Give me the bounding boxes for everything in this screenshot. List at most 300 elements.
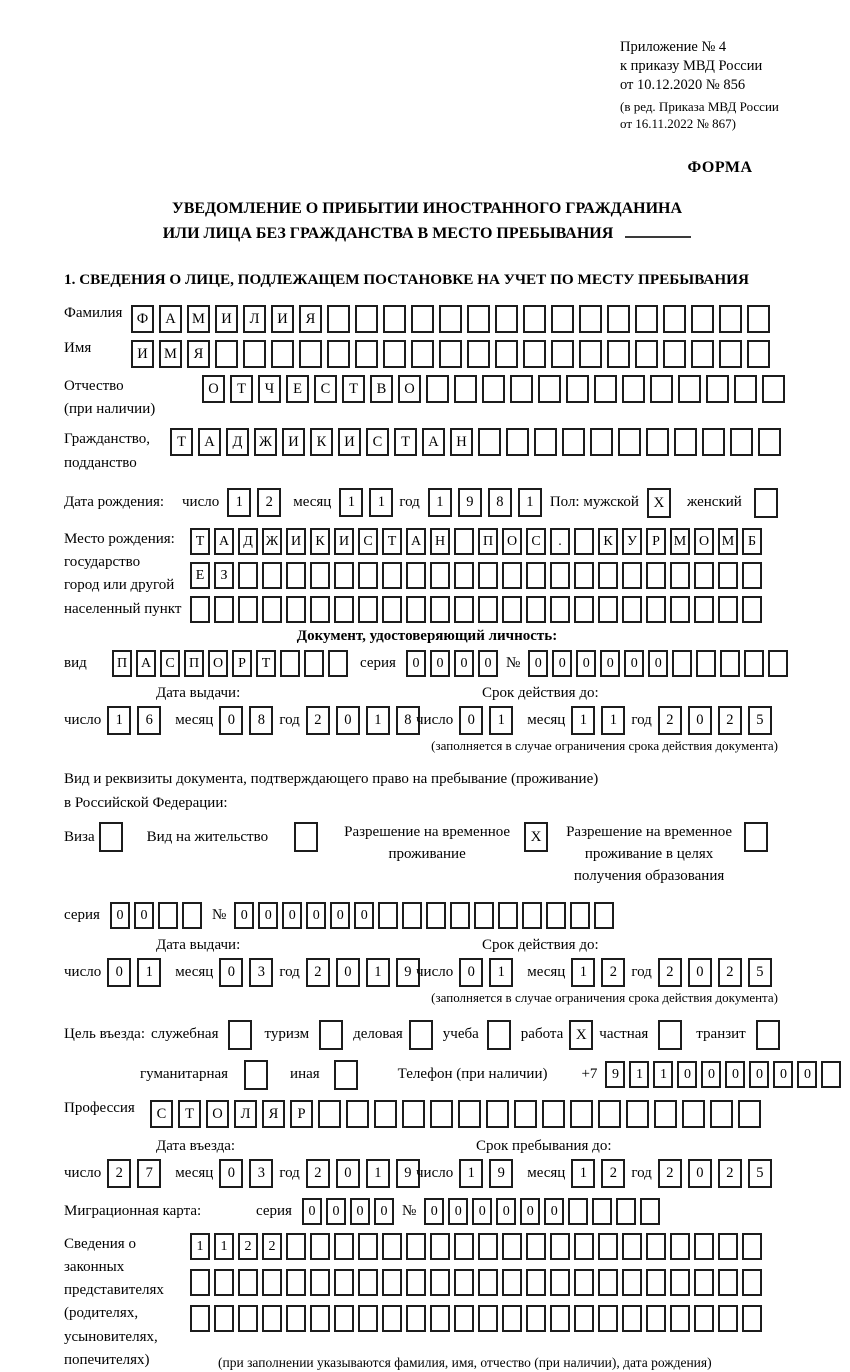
form-cell[interactable]: [358, 1233, 378, 1260]
form-cell[interactable]: 0: [424, 1198, 444, 1225]
form-cell[interactable]: [262, 562, 282, 589]
form-cell[interactable]: [719, 305, 742, 333]
form-cell[interactable]: [358, 1305, 378, 1332]
form-cell[interactable]: [672, 650, 692, 677]
form-cell[interactable]: [214, 1305, 234, 1332]
form-cell[interactable]: [280, 650, 300, 677]
form-cell[interactable]: [478, 1233, 498, 1260]
form-cell[interactable]: 1: [227, 488, 251, 517]
form-cell[interactable]: [550, 1233, 570, 1260]
form-cell[interactable]: [691, 340, 714, 368]
form-cell[interactable]: [318, 1100, 341, 1128]
form-cell[interactable]: 1: [190, 1233, 210, 1260]
purpose-private-checkbox[interactable]: [658, 1020, 682, 1050]
form-cell[interactable]: [718, 1269, 738, 1296]
form-cell[interactable]: Е: [286, 375, 309, 403]
form-cell[interactable]: [334, 1269, 354, 1296]
form-cell[interactable]: [238, 596, 258, 623]
form-cell[interactable]: Т: [394, 428, 417, 456]
form-cell[interactable]: [327, 305, 350, 333]
purpose-tourism-checkbox[interactable]: [319, 1020, 343, 1050]
form-cell[interactable]: [406, 1233, 426, 1260]
form-cell[interactable]: [747, 340, 770, 368]
form-cell[interactable]: [646, 596, 666, 623]
form-cell[interactable]: [310, 1305, 330, 1332]
form-cell[interactable]: [526, 596, 546, 623]
form-cell[interactable]: 2: [601, 1159, 625, 1188]
form-cell[interactable]: [570, 1100, 593, 1128]
form-cell[interactable]: [674, 428, 697, 456]
form-cell[interactable]: 2: [718, 1159, 742, 1188]
form-cell[interactable]: [618, 428, 641, 456]
form-cell[interactable]: 0: [478, 650, 498, 677]
form-cell[interactable]: [190, 1305, 210, 1332]
form-cell[interactable]: [382, 1233, 402, 1260]
form-cell[interactable]: [718, 596, 738, 623]
form-cell[interactable]: 0: [624, 650, 644, 677]
form-cell[interactable]: 7: [137, 1159, 161, 1188]
form-cell[interactable]: И: [131, 340, 154, 368]
form-cell[interactable]: [402, 1100, 425, 1128]
form-cell[interactable]: [334, 562, 354, 589]
form-cell[interactable]: Л: [234, 1100, 257, 1128]
form-cell[interactable]: [546, 902, 566, 929]
form-cell[interactable]: [694, 562, 714, 589]
form-cell[interactable]: [454, 562, 474, 589]
form-cell[interactable]: Б: [742, 528, 762, 555]
form-cell[interactable]: [646, 562, 666, 589]
form-cell[interactable]: 9: [458, 488, 482, 517]
form-cell[interactable]: У: [622, 528, 642, 555]
form-cell[interactable]: [406, 596, 426, 623]
form-cell[interactable]: [430, 1305, 450, 1332]
form-cell[interactable]: А: [159, 305, 182, 333]
purpose-work-checkbox[interactable]: X: [569, 1020, 593, 1050]
form-cell[interactable]: [626, 1100, 649, 1128]
form-cell[interactable]: 9: [605, 1061, 625, 1088]
form-cell[interactable]: 2: [718, 958, 742, 987]
temp-residence-edu-checkbox[interactable]: [744, 822, 768, 852]
form-cell[interactable]: О: [694, 528, 714, 555]
form-cell[interactable]: [762, 375, 785, 403]
form-cell[interactable]: 1: [601, 706, 625, 735]
form-cell[interactable]: 0: [282, 902, 302, 929]
purpose-other-checkbox[interactable]: [334, 1060, 358, 1090]
form-cell[interactable]: [355, 340, 378, 368]
form-cell[interactable]: Ч: [258, 375, 281, 403]
form-cell[interactable]: [734, 375, 757, 403]
form-cell[interactable]: [439, 340, 462, 368]
form-cell[interactable]: [262, 1305, 282, 1332]
form-cell[interactable]: [594, 375, 617, 403]
form-cell[interactable]: 2: [262, 1233, 282, 1260]
form-cell[interactable]: С: [160, 650, 180, 677]
form-cell[interactable]: 0: [496, 1198, 516, 1225]
form-cell[interactable]: [590, 428, 613, 456]
form-cell[interactable]: [551, 340, 574, 368]
form-cell[interactable]: 0: [406, 650, 426, 677]
form-cell[interactable]: И: [334, 528, 354, 555]
form-cell[interactable]: [382, 562, 402, 589]
form-cell[interactable]: [486, 1100, 509, 1128]
form-cell[interactable]: [710, 1100, 733, 1128]
form-cell[interactable]: Т: [170, 428, 193, 456]
form-cell[interactable]: [406, 1305, 426, 1332]
form-cell[interactable]: 1: [571, 706, 595, 735]
form-cell[interactable]: [286, 1305, 306, 1332]
form-cell[interactable]: [158, 902, 178, 929]
form-cell[interactable]: [286, 562, 306, 589]
form-cell[interactable]: [635, 340, 658, 368]
form-cell[interactable]: [622, 1269, 642, 1296]
form-cell[interactable]: [682, 1100, 705, 1128]
form-cell[interactable]: [640, 1198, 660, 1225]
form-cell[interactable]: [286, 1233, 306, 1260]
form-cell[interactable]: И: [338, 428, 361, 456]
form-cell[interactable]: [706, 375, 729, 403]
form-cell[interactable]: [758, 428, 781, 456]
form-cell[interactable]: [467, 340, 490, 368]
form-cell[interactable]: [607, 340, 630, 368]
form-cell[interactable]: [562, 428, 585, 456]
form-cell[interactable]: [670, 562, 690, 589]
purpose-business-checkbox[interactable]: [409, 1020, 433, 1050]
sex-female-checkbox[interactable]: [754, 488, 778, 518]
form-cell[interactable]: [694, 1233, 714, 1260]
form-cell[interactable]: [730, 428, 753, 456]
form-cell[interactable]: 3: [249, 958, 273, 987]
form-cell[interactable]: 1: [107, 706, 131, 735]
form-cell[interactable]: 0: [454, 650, 474, 677]
form-cell[interactable]: [670, 596, 690, 623]
form-cell[interactable]: О: [202, 375, 225, 403]
form-cell[interactable]: [718, 1305, 738, 1332]
form-cell[interactable]: [498, 902, 518, 929]
form-cell[interactable]: [568, 1198, 588, 1225]
form-cell[interactable]: 9: [489, 1159, 513, 1188]
form-cell[interactable]: [411, 340, 434, 368]
form-cell[interactable]: [696, 650, 716, 677]
form-cell[interactable]: [646, 1233, 666, 1260]
form-cell[interactable]: [646, 428, 669, 456]
form-cell[interactable]: С: [358, 528, 378, 555]
form-cell[interactable]: С: [526, 528, 546, 555]
form-cell[interactable]: [510, 375, 533, 403]
form-cell[interactable]: [215, 340, 238, 368]
form-cell[interactable]: Е: [190, 562, 210, 589]
form-cell[interactable]: [214, 1269, 234, 1296]
form-cell[interactable]: [523, 305, 546, 333]
form-cell[interactable]: [310, 596, 330, 623]
form-cell[interactable]: Я: [299, 305, 322, 333]
form-cell[interactable]: [550, 1305, 570, 1332]
form-cell[interactable]: [720, 650, 740, 677]
form-cell[interactable]: [482, 375, 505, 403]
form-cell[interactable]: 8: [249, 706, 273, 735]
form-cell[interactable]: 0: [677, 1061, 697, 1088]
form-cell[interactable]: 0: [528, 650, 548, 677]
form-cell[interactable]: [262, 596, 282, 623]
form-cell[interactable]: [286, 596, 306, 623]
form-cell[interactable]: [694, 1269, 714, 1296]
form-cell[interactable]: А: [198, 428, 221, 456]
form-cell[interactable]: И: [286, 528, 306, 555]
form-cell[interactable]: С: [366, 428, 389, 456]
form-cell[interactable]: [478, 1269, 498, 1296]
form-cell[interactable]: 0: [374, 1198, 394, 1225]
form-cell[interactable]: [238, 562, 258, 589]
form-cell[interactable]: 0: [459, 706, 483, 735]
form-cell[interactable]: А: [422, 428, 445, 456]
form-cell[interactable]: [355, 305, 378, 333]
form-cell[interactable]: П: [112, 650, 132, 677]
form-cell[interactable]: Р: [232, 650, 252, 677]
form-cell[interactable]: [502, 1305, 522, 1332]
form-cell[interactable]: [678, 375, 701, 403]
form-cell[interactable]: 0: [688, 958, 712, 987]
form-cell[interactable]: П: [478, 528, 498, 555]
form-cell[interactable]: 0: [749, 1061, 769, 1088]
form-cell[interactable]: 0: [472, 1198, 492, 1225]
form-cell[interactable]: [542, 1100, 565, 1128]
form-cell[interactable]: [526, 1305, 546, 1332]
form-cell[interactable]: .: [550, 528, 570, 555]
purpose-humanitarian-checkbox[interactable]: [244, 1060, 268, 1090]
form-cell[interactable]: 5: [748, 958, 772, 987]
form-cell[interactable]: 0: [306, 902, 326, 929]
form-cell[interactable]: 0: [107, 958, 131, 987]
form-cell[interactable]: 2: [257, 488, 281, 517]
form-cell[interactable]: Т: [178, 1100, 201, 1128]
form-cell[interactable]: И: [282, 428, 305, 456]
form-cell[interactable]: Д: [226, 428, 249, 456]
residence-permit-checkbox[interactable]: [294, 822, 318, 852]
form-cell[interactable]: [702, 428, 725, 456]
form-cell[interactable]: О: [502, 528, 522, 555]
form-cell[interactable]: [598, 1305, 618, 1332]
form-cell[interactable]: О: [206, 1100, 229, 1128]
form-cell[interactable]: 0: [773, 1061, 793, 1088]
form-cell[interactable]: [430, 596, 450, 623]
form-cell[interactable]: И: [215, 305, 238, 333]
form-cell[interactable]: [346, 1100, 369, 1128]
form-cell[interactable]: 1: [489, 706, 513, 735]
form-cell[interactable]: 0: [544, 1198, 564, 1225]
form-cell[interactable]: [502, 562, 522, 589]
form-cell[interactable]: 0: [576, 650, 596, 677]
form-cell[interactable]: 0: [302, 1198, 322, 1225]
form-cell[interactable]: 1: [339, 488, 363, 517]
form-cell[interactable]: 0: [430, 650, 450, 677]
form-cell[interactable]: К: [310, 528, 330, 555]
form-cell[interactable]: 2: [306, 958, 330, 987]
form-cell[interactable]: [310, 1233, 330, 1260]
form-cell[interactable]: 0: [520, 1198, 540, 1225]
form-cell[interactable]: Т: [256, 650, 276, 677]
form-cell[interactable]: [579, 305, 602, 333]
form-cell[interactable]: [670, 1305, 690, 1332]
form-cell[interactable]: [526, 562, 546, 589]
form-cell[interactable]: [454, 1305, 474, 1332]
form-cell[interactable]: [694, 1305, 714, 1332]
form-cell[interactable]: З: [214, 562, 234, 589]
form-cell[interactable]: 2: [658, 706, 682, 735]
form-cell[interactable]: [182, 902, 202, 929]
form-cell[interactable]: [474, 902, 494, 929]
form-cell[interactable]: 2: [658, 958, 682, 987]
form-cell[interactable]: 5: [748, 1159, 772, 1188]
form-cell[interactable]: [616, 1198, 636, 1225]
form-cell[interactable]: [574, 1233, 594, 1260]
form-cell[interactable]: [747, 305, 770, 333]
form-cell[interactable]: Ж: [262, 528, 282, 555]
form-cell[interactable]: [570, 902, 590, 929]
form-cell[interactable]: [574, 528, 594, 555]
form-cell[interactable]: [299, 340, 322, 368]
form-cell[interactable]: 1: [653, 1061, 673, 1088]
form-cell[interactable]: [646, 1305, 666, 1332]
form-cell[interactable]: [458, 1100, 481, 1128]
form-cell[interactable]: [358, 596, 378, 623]
temp-residence-checkbox[interactable]: X: [524, 822, 548, 852]
form-cell[interactable]: [663, 305, 686, 333]
form-cell[interactable]: [190, 596, 210, 623]
form-cell[interactable]: 0: [258, 902, 278, 929]
form-cell[interactable]: [526, 1233, 546, 1260]
form-cell[interactable]: [550, 1269, 570, 1296]
form-cell[interactable]: [574, 1305, 594, 1332]
form-cell[interactable]: [454, 1233, 474, 1260]
form-cell[interactable]: 0: [110, 902, 130, 929]
form-cell[interactable]: [430, 1100, 453, 1128]
form-cell[interactable]: М: [718, 528, 738, 555]
form-cell[interactable]: [383, 340, 406, 368]
form-cell[interactable]: [495, 340, 518, 368]
form-cell[interactable]: [719, 340, 742, 368]
form-cell[interactable]: [478, 1305, 498, 1332]
form-cell[interactable]: 9: [396, 1159, 420, 1188]
purpose-transit-checkbox[interactable]: [756, 1020, 780, 1050]
form-cell[interactable]: [592, 1198, 612, 1225]
form-cell[interactable]: [214, 596, 234, 623]
form-cell[interactable]: 0: [600, 650, 620, 677]
form-cell[interactable]: [430, 1233, 450, 1260]
form-cell[interactable]: 0: [219, 958, 243, 987]
form-cell[interactable]: 1: [366, 1159, 390, 1188]
form-cell[interactable]: 0: [134, 902, 154, 929]
form-cell[interactable]: [622, 1233, 642, 1260]
form-cell[interactable]: 1: [629, 1061, 649, 1088]
form-cell[interactable]: [426, 375, 449, 403]
form-cell[interactable]: [406, 1269, 426, 1296]
form-cell[interactable]: [310, 562, 330, 589]
form-cell[interactable]: М: [187, 305, 210, 333]
form-cell[interactable]: Л: [243, 305, 266, 333]
form-cell[interactable]: [454, 528, 474, 555]
form-cell[interactable]: 9: [396, 958, 420, 987]
form-cell[interactable]: М: [670, 528, 690, 555]
form-cell[interactable]: [523, 340, 546, 368]
form-cell[interactable]: [622, 596, 642, 623]
form-cell[interactable]: [718, 562, 738, 589]
form-cell[interactable]: 0: [336, 958, 360, 987]
form-cell[interactable]: [411, 305, 434, 333]
form-cell[interactable]: 1: [369, 488, 393, 517]
form-cell[interactable]: А: [136, 650, 156, 677]
form-cell[interactable]: 2: [718, 706, 742, 735]
form-cell[interactable]: [742, 1305, 762, 1332]
form-cell[interactable]: 8: [396, 706, 420, 735]
form-cell[interactable]: 0: [219, 1159, 243, 1188]
form-cell[interactable]: [538, 375, 561, 403]
form-cell[interactable]: [622, 375, 645, 403]
form-cell[interactable]: Д: [238, 528, 258, 555]
form-cell[interactable]: [382, 1269, 402, 1296]
form-cell[interactable]: [598, 1269, 618, 1296]
form-cell[interactable]: [691, 305, 714, 333]
form-cell[interactable]: 0: [797, 1061, 817, 1088]
form-cell[interactable]: Н: [450, 428, 473, 456]
form-cell[interactable]: 0: [688, 1159, 712, 1188]
form-cell[interactable]: 1: [518, 488, 542, 517]
form-cell[interactable]: [738, 1100, 761, 1128]
form-cell[interactable]: И: [271, 305, 294, 333]
form-cell[interactable]: Т: [190, 528, 210, 555]
form-cell[interactable]: [190, 1269, 210, 1296]
form-cell[interactable]: [744, 650, 764, 677]
form-cell[interactable]: [502, 1269, 522, 1296]
form-cell[interactable]: [383, 305, 406, 333]
form-cell[interactable]: [526, 1269, 546, 1296]
form-cell[interactable]: А: [214, 528, 234, 555]
form-cell[interactable]: [502, 1233, 522, 1260]
form-cell[interactable]: [522, 902, 542, 929]
visa-checkbox[interactable]: [99, 822, 123, 852]
form-cell[interactable]: 2: [601, 958, 625, 987]
form-cell[interactable]: Т: [382, 528, 402, 555]
form-cell[interactable]: [454, 1269, 474, 1296]
form-cell[interactable]: [598, 562, 618, 589]
form-cell[interactable]: Я: [187, 340, 210, 368]
form-cell[interactable]: 0: [701, 1061, 721, 1088]
form-cell[interactable]: 0: [552, 650, 572, 677]
form-cell[interactable]: К: [598, 528, 618, 555]
form-cell[interactable]: [821, 1061, 841, 1088]
form-cell[interactable]: [426, 902, 446, 929]
form-cell[interactable]: [635, 305, 658, 333]
form-cell[interactable]: [286, 1269, 306, 1296]
form-cell[interactable]: 5: [748, 706, 772, 735]
form-cell[interactable]: [358, 562, 378, 589]
form-cell[interactable]: [622, 1305, 642, 1332]
form-cell[interactable]: [454, 375, 477, 403]
form-cell[interactable]: 8: [488, 488, 512, 517]
form-cell[interactable]: [334, 1305, 354, 1332]
form-cell[interactable]: 2: [658, 1159, 682, 1188]
form-cell[interactable]: 0: [336, 1159, 360, 1188]
form-cell[interactable]: [646, 1269, 666, 1296]
form-cell[interactable]: П: [184, 650, 204, 677]
form-cell[interactable]: [495, 305, 518, 333]
form-cell[interactable]: 1: [428, 488, 452, 517]
form-cell[interactable]: [334, 1233, 354, 1260]
form-cell[interactable]: 0: [234, 902, 254, 929]
form-cell[interactable]: [502, 596, 522, 623]
form-cell[interactable]: [574, 596, 594, 623]
form-cell[interactable]: [742, 1269, 762, 1296]
form-cell[interactable]: [551, 305, 574, 333]
form-cell[interactable]: [454, 596, 474, 623]
